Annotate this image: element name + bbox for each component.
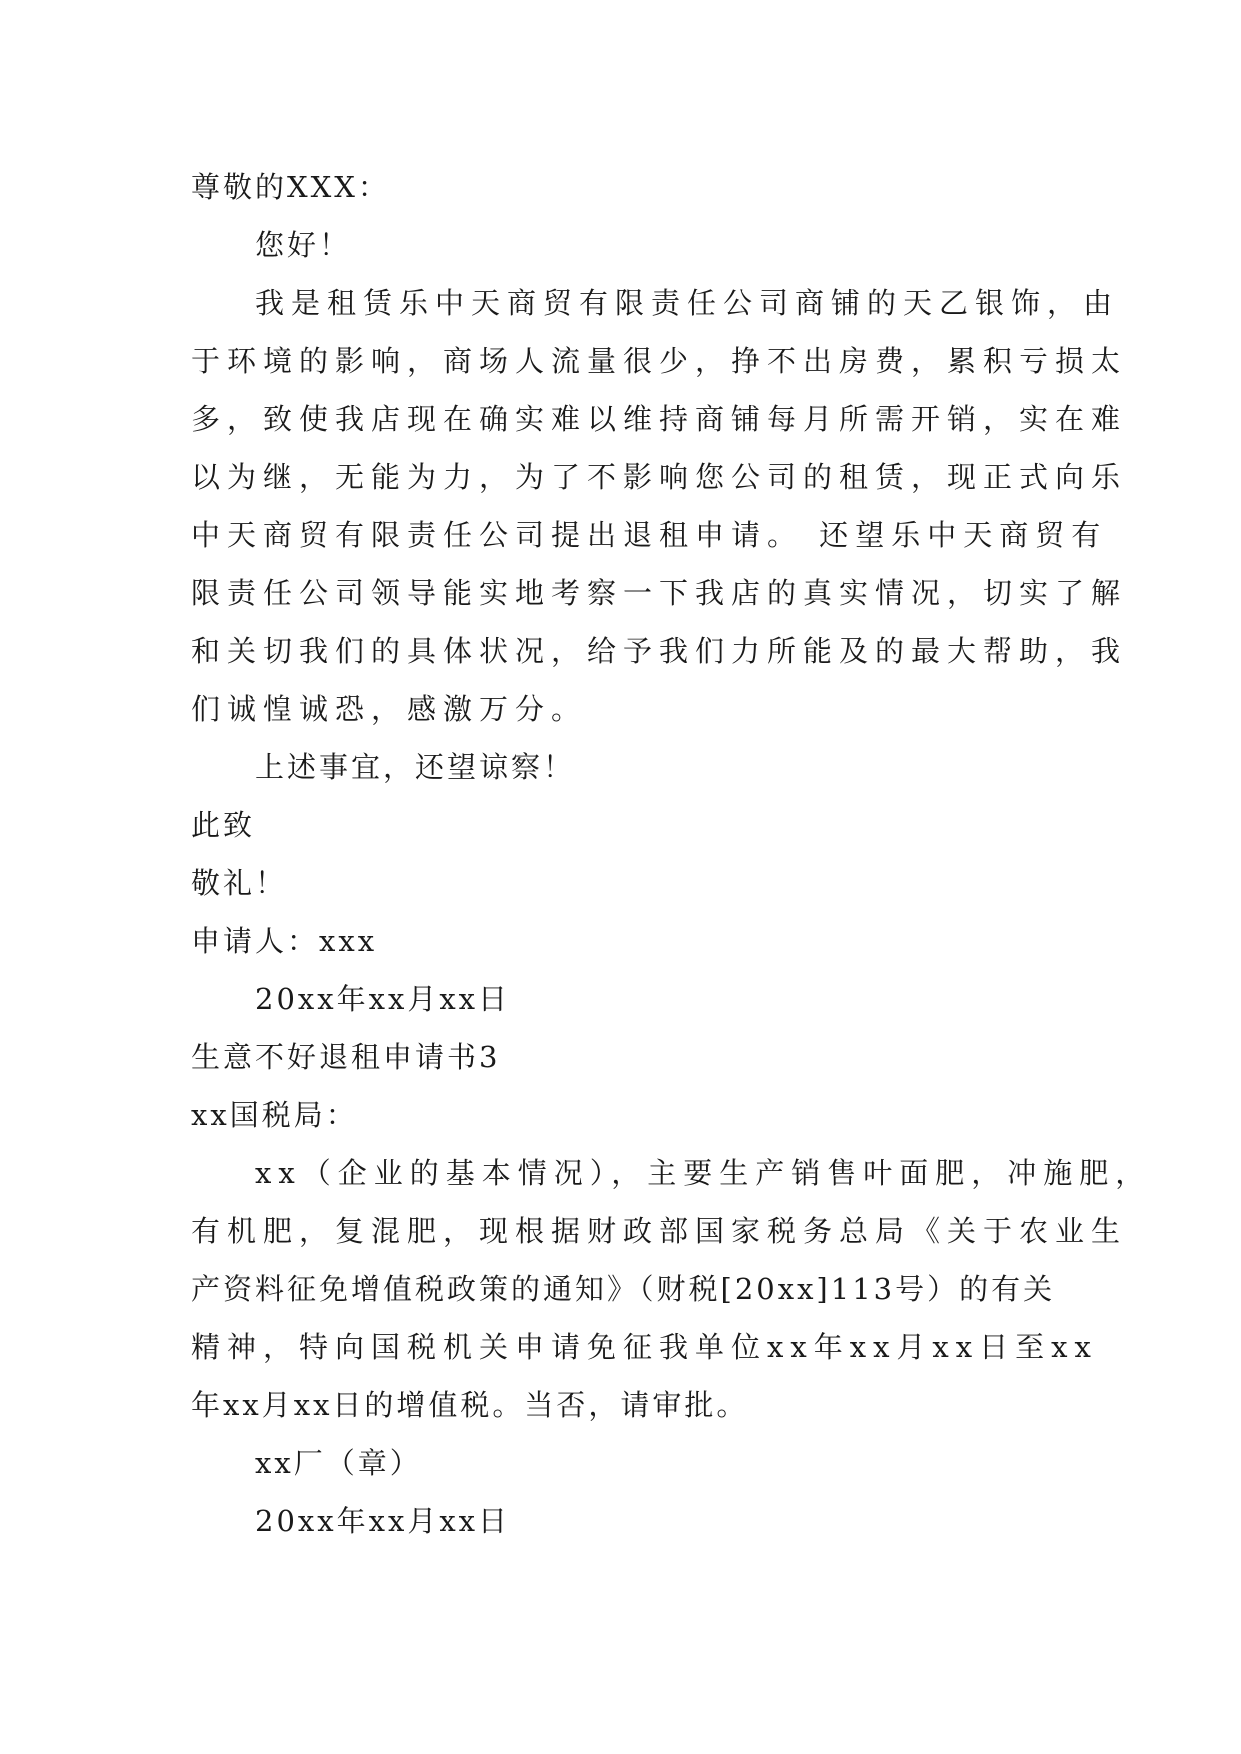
salutation: 尊敬的XXX： bbox=[191, 170, 390, 204]
body-line: xx（企业的基本情况），主要生产销售叶面肥，冲施肥， bbox=[255, 1156, 1152, 1190]
body-line: 产资料征免增值税政策的通知》（财税[20xx]113号）的有关 bbox=[191, 1272, 1056, 1306]
body-line: 以为继，无能为力，为了不影响您公司的租赁，现正式向乐 bbox=[191, 460, 1128, 494]
letter1-date: 20xx年xx月xx日 bbox=[255, 982, 511, 1016]
letter2-body bbox=[191, 1144, 1152, 1434]
body-line: 和关切我们的具体状况，给予我们力所能及的最大帮助，我 bbox=[191, 634, 1128, 668]
section-title: 生意不好退租申请书3 bbox=[191, 1040, 501, 1074]
document-text bbox=[191, 158, 1152, 1550]
body-line: 们诚惶诚恐，感激万分。 bbox=[191, 692, 588, 726]
closing-request: 上述事宜，还望谅察！ bbox=[255, 750, 576, 784]
body-line: 我是租赁乐中天商贸有限责任公司商铺的天乙银饰，由 bbox=[255, 286, 1120, 320]
applicant: 申请人：xxx bbox=[191, 924, 378, 958]
body-line: 多，致使我店现在确实难以维持商铺每月所需开销，实在难 bbox=[191, 402, 1128, 436]
body-line: 于环境的影响，商场人流量很少，挣不出房费，累积亏损太 bbox=[191, 344, 1128, 378]
body-line: 精神，特向国税机关申请免征我单位xx年xx月xx日至xx bbox=[191, 1330, 1098, 1364]
body-line: 年xx月xx日的增值税。当否，请审批。 bbox=[191, 1388, 749, 1422]
greeting: 您好！ bbox=[255, 228, 352, 262]
closing-ci-zhi: 此致 bbox=[191, 808, 256, 842]
signature: xx厂（章） bbox=[255, 1446, 422, 1480]
body-line: 有机肥，复混肥，现根据财政部国家税务总局《关于农业生 bbox=[191, 1214, 1128, 1248]
body-line: 中天商贸有限责任公司提出退租申请。 还望乐中天商贸有 bbox=[191, 518, 1108, 552]
closing-jing-li: 敬礼！ bbox=[191, 866, 288, 900]
body-line: 限责任公司领导能实地考察一下我店的真实情况，切实了解 bbox=[191, 576, 1128, 610]
letter2-date: 20xx年xx月xx日 bbox=[255, 1504, 511, 1538]
addressee: xx国税局： bbox=[191, 1098, 358, 1132]
letter1-body bbox=[191, 274, 1128, 738]
